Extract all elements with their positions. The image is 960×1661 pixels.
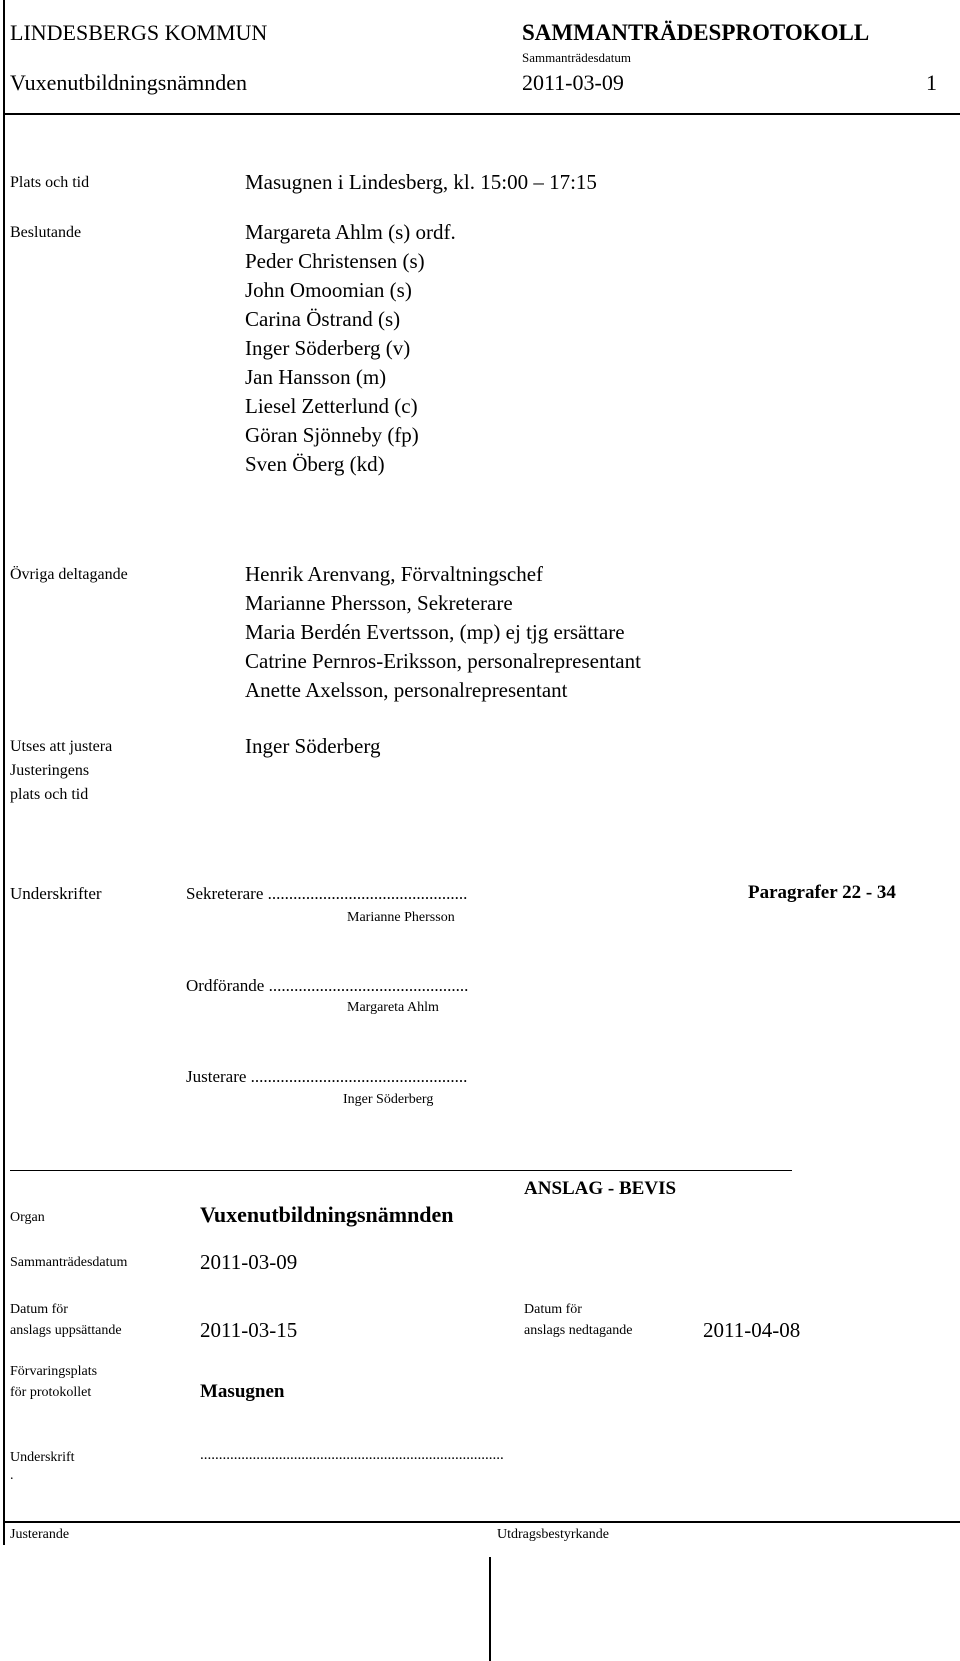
participant-item: Henrik Arenvang, Förvaltningschef: [245, 562, 544, 586]
decider-item: Peder Christensen (s): [245, 249, 425, 273]
footer-certifying-label: Utdragsbestyrkande: [497, 1527, 609, 1542]
paragraphs-range: Paragrafer 22 - 34: [748, 882, 896, 903]
municipality-name: LINDESBERGS KOMMUN: [10, 20, 268, 45]
signatures-label: Underskrifter: [10, 884, 102, 903]
page-number: 1: [926, 70, 937, 95]
place-value: Masugnen i Lindesberg, kl. 15:00 – 17:15: [245, 170, 597, 194]
participant-item: Catrine Pernros-Eriksson, personalrepresentant: [245, 649, 641, 673]
meeting-date: 2011-03-09: [522, 70, 624, 95]
posted-label-2: anslags uppsättande: [10, 1323, 122, 1338]
others-list: [245, 560, 641, 705]
decider-item: Inger Söderberg (v): [245, 336, 411, 360]
removed-label-2: anslags nedtagande: [524, 1323, 633, 1338]
decider-item: Sven Öberg (kd): [245, 452, 385, 476]
participant-item: Marianne Phersson, Sekreterare: [245, 591, 513, 615]
others-label: Övriga deltagande: [10, 566, 128, 583]
date-caption: Sammanträdesdatum: [522, 50, 632, 65]
chair-name: Margareta Ahlm: [347, 1000, 439, 1015]
document-type: SAMMANTRÄDESPROTOKOLL: [522, 20, 870, 45]
storage-value: Masugnen: [200, 1381, 285, 1402]
adjuster-value: Inger Söderberg: [245, 734, 381, 758]
organ-value: Vuxenutbildningsnämnden: [200, 1202, 454, 1227]
anslag-date-label: Sammanträdesdatum: [10, 1255, 128, 1270]
left-margin-rule: [3, 0, 5, 1545]
removed-label-1: Datum för: [524, 1302, 582, 1317]
deciders-list: [245, 218, 456, 479]
storage-label-2: för protokollet: [10, 1385, 92, 1400]
secretary-name: Marianne Phersson: [347, 910, 455, 925]
adjuster-line: Justerare ...................................................: [186, 1067, 468, 1086]
anslag-date-value: 2011-03-09: [200, 1250, 298, 1274]
footer-divider: [489, 1557, 491, 1661]
signature-line: .................................................................................: [200, 1447, 504, 1463]
organ-label: Organ: [10, 1210, 45, 1225]
committee-name: Vuxenutbildningsnämnden: [10, 70, 247, 95]
participant-item: Maria Berdén Evertsson, (mp) ej tjg ersättare: [245, 620, 625, 644]
storage-label-1: Förvaringsplats: [10, 1364, 98, 1379]
decider-item: John Omoomian (s): [245, 278, 412, 302]
decider-item: Carina Östrand (s): [245, 307, 401, 331]
decider-item: Liesel Zetterlund (c): [245, 394, 418, 418]
decider-item: Jan Hansson (m): [245, 365, 387, 389]
posted-value: 2011-03-15: [200, 1318, 298, 1342]
footer-adjusting-label: Justerande: [10, 1527, 70, 1542]
chair-line: Ordförande ...............................................: [186, 976, 469, 995]
deciders-label: Beslutande: [10, 224, 82, 241]
decider-item: Göran Sjönneby (fp): [245, 423, 419, 447]
signature-label: Underskrift: [10, 1450, 75, 1465]
adjust-place-label-1: Justeringens: [10, 762, 90, 779]
decider-item: Margareta Ahlm (s) ordf.: [245, 220, 456, 244]
footer-rule: [3, 1521, 960, 1523]
anslag-title: ANSLAG - BEVIS: [524, 1178, 677, 1199]
place-label: Plats och tid: [10, 174, 90, 191]
participant-item: Anette Axelsson, personalrepresentant: [245, 678, 568, 702]
adjuster-sign-name: Inger Söderberg: [343, 1092, 434, 1107]
stray-dot: .: [10, 1468, 14, 1483]
header-rule: [3, 113, 960, 115]
anslag-top-rule: [10, 1170, 792, 1171]
posted-label-1: Datum för: [10, 1302, 68, 1317]
adjuster-label: Utses att justera: [10, 738, 113, 755]
secretary-line: Sekreterare ...............................................: [186, 884, 468, 903]
removed-value: 2011-04-08: [703, 1318, 801, 1342]
adjust-place-label-2: plats och tid: [10, 786, 89, 803]
